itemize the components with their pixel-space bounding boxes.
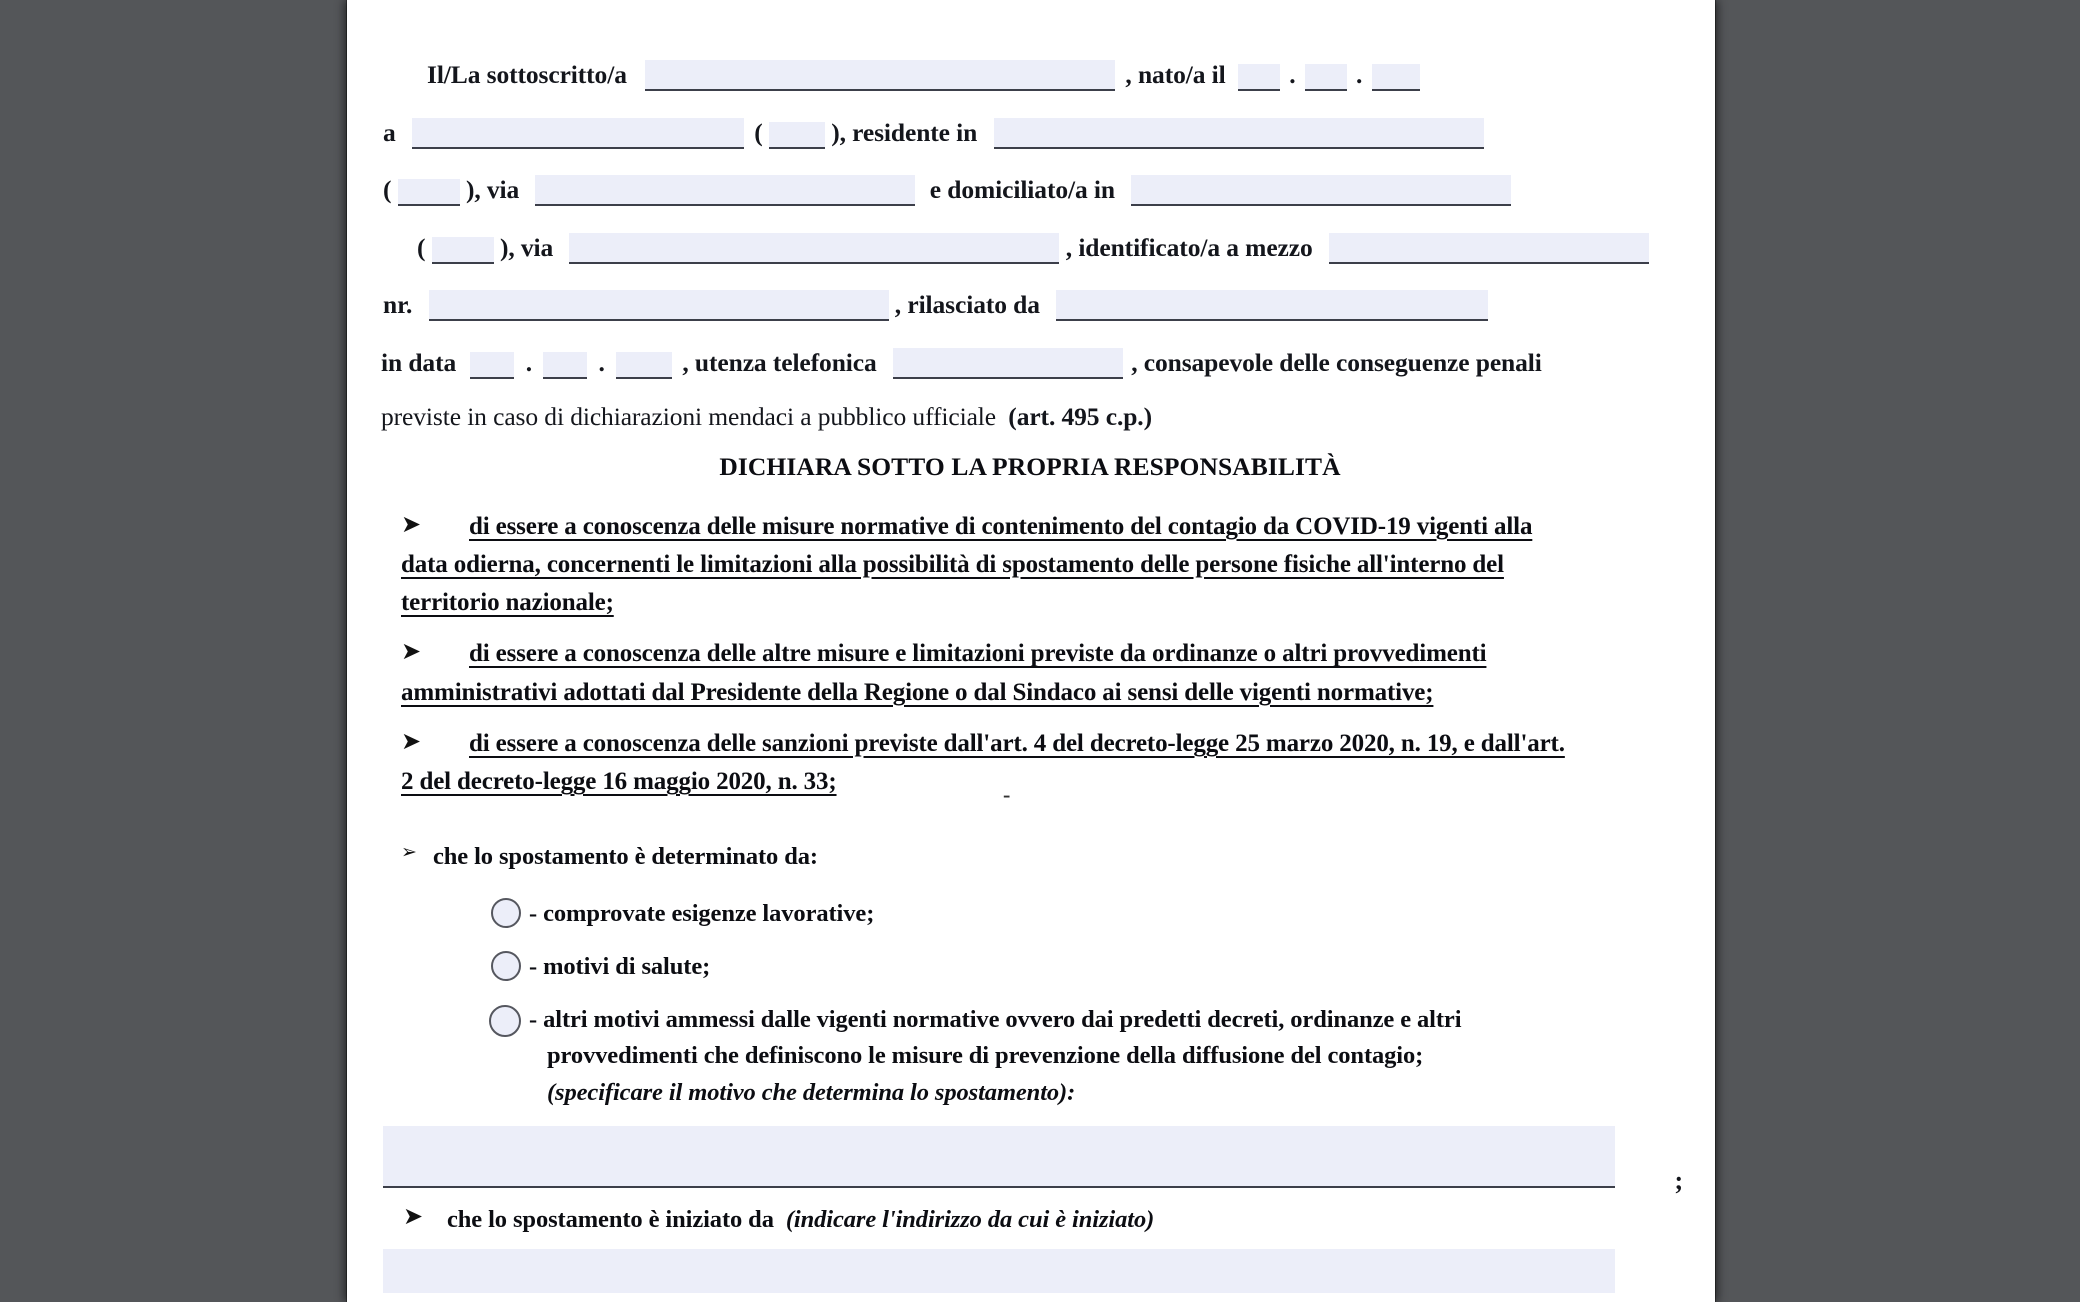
stray-dash-artifact: - xyxy=(1003,781,1011,807)
field-comune-nascita[interactable] xyxy=(412,118,744,149)
label-consapevole: , consapevole delle conseguenze penali xyxy=(1131,347,1542,377)
field-via-residenza[interactable] xyxy=(535,175,915,206)
field-rilascio-giorno[interactable] xyxy=(470,352,514,379)
reason-option-lavorative-label: - comprovate esigenze lavorative; xyxy=(529,900,875,927)
label-previste-text: previste in caso di dichiarazioni mendaci a pubblico ufficiale xyxy=(381,402,997,431)
label-residente-in: ), residente in xyxy=(831,117,978,147)
declaration-bullet-3 xyxy=(381,725,1679,807)
form-line-data-telefono xyxy=(381,348,1679,376)
declaration-bullet-1 xyxy=(381,508,1679,623)
field-provincia-residenza[interactable] xyxy=(398,179,460,206)
reason-option-altri-label-line-1: - altri motivi ammessi dalle vigenti normative ovvero dai predetti decreti, ordinanze e altri xyxy=(529,1005,1462,1033)
field-documento-tipo[interactable] xyxy=(1329,233,1649,264)
field-rilascio-mese[interactable] xyxy=(543,352,587,379)
paren-open-provincia-residenza: ( xyxy=(383,175,392,204)
origin-free-text-row xyxy=(381,1249,1679,1293)
declaration-bullet-2 xyxy=(381,635,1679,712)
label-identificato-a-mezzo: , identificato/a a mezzo xyxy=(1065,232,1313,262)
radio-button-icon[interactable] xyxy=(491,898,521,928)
field-documento-numero[interactable] xyxy=(429,290,889,321)
date-separator-1: . xyxy=(1289,60,1296,89)
reason-free-text-terminator: ; xyxy=(1674,1165,1683,1195)
label-art-495: (art. 495 c.p.) xyxy=(1008,402,1152,431)
form-line-previste xyxy=(381,404,1679,430)
bullet-3-line-1: di essere a conoscenza delle sanzioni previste dall'art. 4 del decreto-legge 25 marzo 2020, n. 19, e dall'art. xyxy=(469,729,1565,757)
label-via-residenza: ), via xyxy=(465,175,520,204)
label-rilasciato-da: , rilasciato da xyxy=(894,290,1040,319)
form-content xyxy=(347,0,1715,1293)
field-via-domicilio[interactable] xyxy=(569,233,1059,264)
field-rilascio-anno[interactable] xyxy=(616,352,672,379)
reason-section-header xyxy=(381,839,1679,876)
field-utenza-telefonica[interactable] xyxy=(893,348,1123,379)
reason-section-title: che lo spostamento è determinato da: xyxy=(433,843,818,871)
form-line-documento xyxy=(381,290,1679,318)
label-nato-il: , nato/a il xyxy=(1125,60,1226,89)
arrow-bullet-icon: ➤ xyxy=(403,1201,424,1230)
date-separator-4: . xyxy=(598,347,605,377)
origin-section-header xyxy=(381,1202,1679,1239)
date-separator-2: . xyxy=(1356,60,1363,89)
reason-option-altri-label-line-2: provvedimenti che definiscono le misure di prevenzione della diffusione del contagio; xyxy=(547,1042,1424,1070)
bullet-1-line-2: data odierna, concernenti le limitazioni alla possibilità di spostamento delle persone fisiche all'interno del xyxy=(401,550,1504,578)
field-nato-mese[interactable] xyxy=(1305,64,1347,91)
form-line-residenza-via xyxy=(381,175,1679,203)
paren-open-provincia-nascita: ( xyxy=(754,117,763,147)
form-line-residenza-citta xyxy=(381,118,1679,146)
bullet-1-line-1: di essere a conoscenza delle misure normative di contenimento del contagio da COVID-19 vigenti alla xyxy=(469,512,1533,540)
bullet-2-line-1: di essere a conoscenza delle altre misure e limitazioni previste da ordinanze o altri provvedimenti xyxy=(469,640,1487,668)
reason-option-salute[interactable] xyxy=(381,949,1679,986)
arrow-bullet-icon: ➤ xyxy=(401,726,422,755)
reason-option-altri-hint: (specificare il motivo che determina lo spostamento): xyxy=(547,1079,1076,1106)
label-sottoscritto: Il/La sottoscritto/a xyxy=(427,60,627,89)
field-nome-cognome[interactable] xyxy=(645,60,1115,91)
radio-button-icon[interactable] xyxy=(489,1005,521,1037)
field-nato-giorno[interactable] xyxy=(1238,64,1280,91)
arrow-bullet-small-icon: ➢ xyxy=(401,841,417,864)
form-line-domicilio-via xyxy=(381,233,1679,261)
bullet-3-line-2: 2 del decreto-legge 16 maggio 2020, n. 33; xyxy=(401,768,837,795)
field-comune-residenza[interactable] xyxy=(994,118,1484,149)
date-separator-3: . xyxy=(525,347,532,377)
label-a: a xyxy=(383,117,396,147)
radio-button-icon[interactable] xyxy=(491,951,521,981)
reason-option-altri[interactable] xyxy=(381,1002,1679,1112)
field-provincia-domicilio[interactable] xyxy=(432,237,494,264)
label-utenza-telefonica: , utenza telefonica xyxy=(682,347,877,377)
label-domiciliato-in: e domiciliato/a in xyxy=(929,175,1115,204)
bullet-2-line-2: amministrativi adottati dal Presidente della Regione o dal Sindaco ai sensi delle vigenti normative; xyxy=(401,678,1434,706)
arrow-bullet-icon: ➤ xyxy=(401,637,422,666)
field-provincia-nascita[interactable] xyxy=(769,122,825,149)
arrow-bullet-icon: ➤ xyxy=(401,509,422,538)
page-title: DICHIARA SOTTO LA PROPRIA RESPONSABILITÀ xyxy=(719,451,1341,481)
field-nato-anno[interactable] xyxy=(1372,64,1420,91)
reason-free-text-row xyxy=(381,1126,1683,1195)
origin-free-text-input[interactable] xyxy=(383,1249,1615,1293)
field-documento-rilasciato-da[interactable] xyxy=(1056,290,1488,321)
field-comune-domicilio[interactable] xyxy=(1131,175,1511,206)
origin-section-hint: (indicare l'indirizzo da cui è iniziato) xyxy=(785,1205,1155,1233)
reason-free-text-input[interactable] xyxy=(383,1126,1615,1188)
origin-section-label: che lo spostamento è iniziato da xyxy=(447,1205,774,1233)
label-nr: nr. xyxy=(383,290,413,319)
bullet-1-line-3: territorio nazionale; xyxy=(401,589,614,616)
reason-option-lavorative[interactable] xyxy=(381,896,1679,933)
pdf-page xyxy=(347,0,1715,1302)
label-via-domicilio: ), via xyxy=(499,232,554,262)
reason-option-salute-label: - motivi di salute; xyxy=(529,952,711,980)
paren-open-provincia-domicilio: ( xyxy=(417,232,426,262)
form-line-sottoscritto xyxy=(381,60,1679,88)
label-in-data: in data xyxy=(381,347,457,377)
